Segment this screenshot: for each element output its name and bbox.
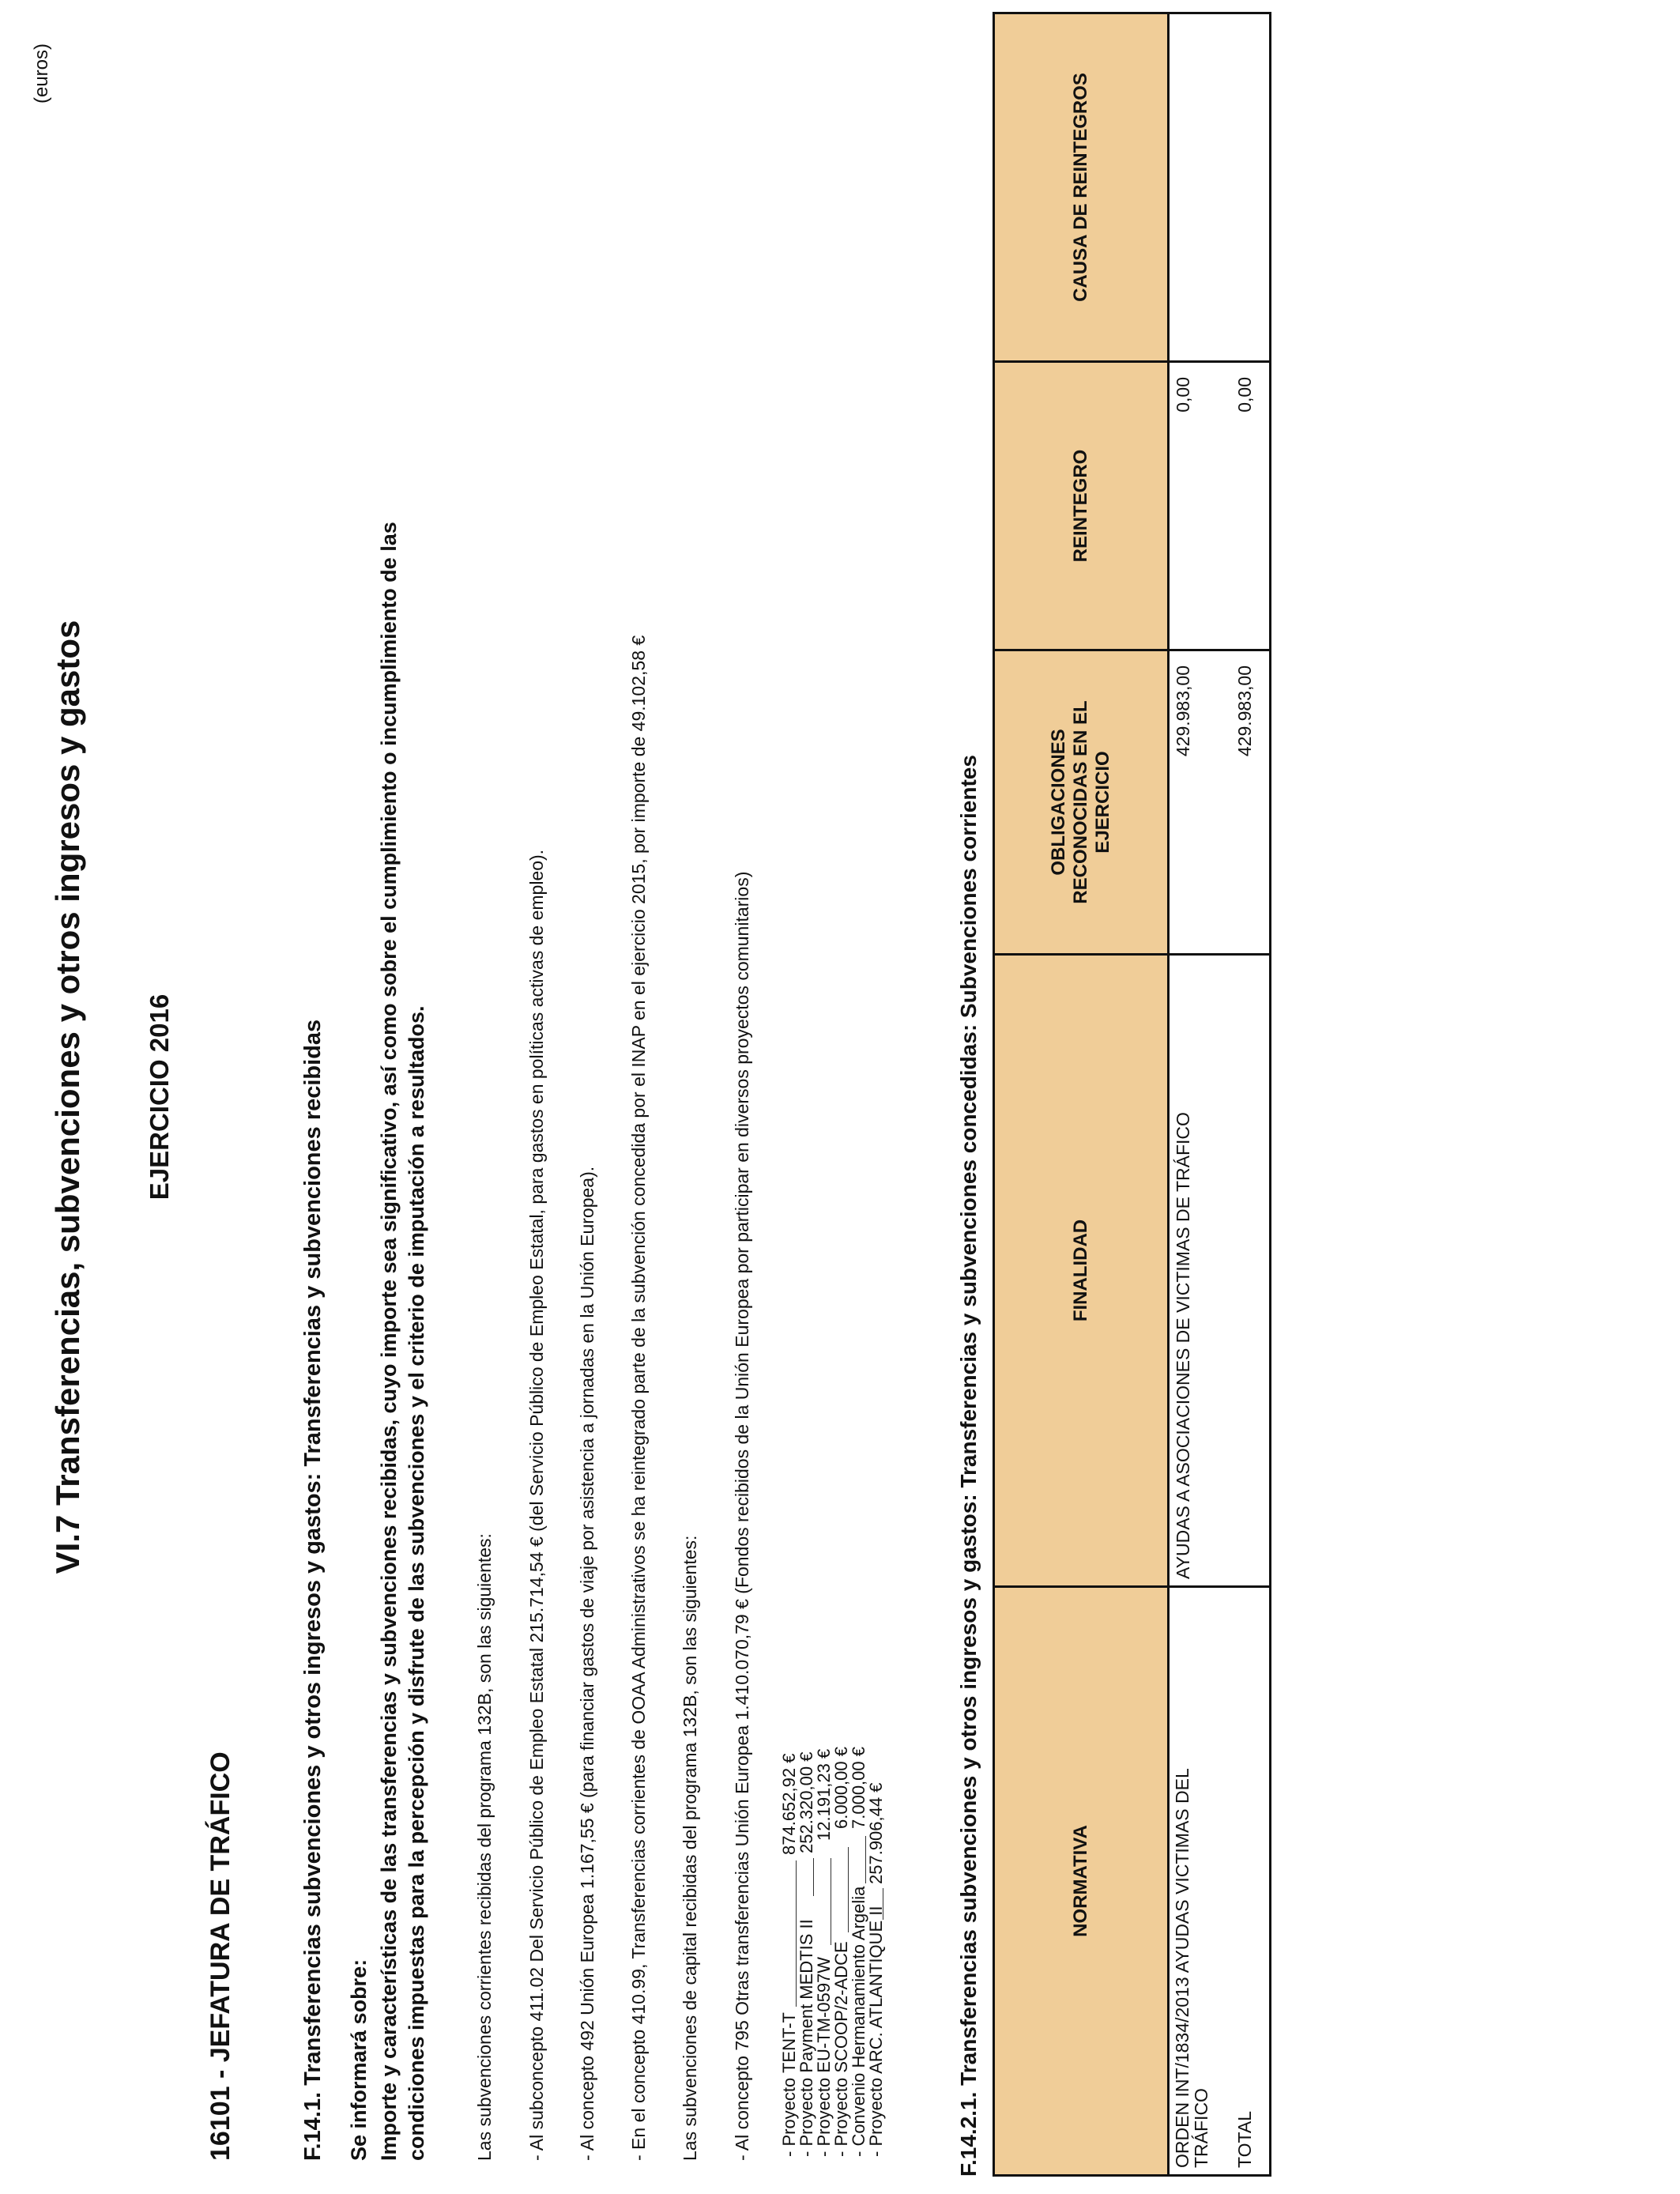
project-name: - Proyecto TENT-T [779,2012,799,2157]
info-label: Se informará sobre: [347,1958,371,2161]
section-received-heading: F.14.1. Transferencias subvenciones y otros ingresos y gastos: Transferencias y subvenciones recibidas [300,1019,326,2161]
normativa-line-2: TRÁFICO [1191,2088,1211,2168]
column-header-causa: CAUSA DE REINTEGROS [994,13,1169,362]
exercise-year: EJERCICIO 2016 [145,993,174,1201]
table-row [1169,13,1232,2176]
project-row [833,1746,850,2157]
cell-reintegro: 0,00 [1169,362,1232,650]
project-name: - Convenio Hermanamiento Argelia [849,1886,868,2157]
project-amount: 874.652,92 € [779,1753,799,1855]
organism-heading: 16101 - JEFATURA DE TRÁFICO [205,1751,235,2161]
cell-obligaciones: 429.983,00 [1169,650,1232,955]
current-item-2: - Al concepto 492 Unión Europea 1.167,55 € (para financiar gastos de viaje por asistencia a jornadas en la Unión Europea). [577,1166,597,2161]
capital-subsidies-intro: Las subvenciones de capital recibidas del programa 132B, son las siguientes: [680,1535,700,2161]
project-name: - Proyecto SCOOP/2-ADCE [831,1941,851,2157]
project-name: - Proyecto ARC. ATLANTIQUE II [866,1906,886,2157]
column-header-normativa: NORMATIVA [994,1587,1169,2176]
leader-line [813,1858,814,1896]
project-amount: 6.000,00 € [831,1747,851,1829]
info-line-2: condiciones impuestas para la percepción y disfrute de las subvenciones y el criterio de imputación a resultados. [405,1005,428,2161]
units-label: (euros) [31,43,52,104]
project-row [850,1746,868,2157]
cell-normativa [1169,1587,1232,2176]
cell-total-reintegro: 0,00 [1231,362,1271,650]
cell-total-causa [1231,13,1271,362]
cell-total-obligaciones: 429.983,00 [1231,650,1271,955]
cell-total-finalidad [1231,955,1271,1587]
normativa-line-1: ORDEN INT/1834/2013 AYUDAS VICTIMAS DEL [1172,1768,1192,2168]
section-granted-heading: F.14.2.1. Transferencias subvenciones y otros ingresos y gastos: Transferencias y subvenciones concedidas: Subvenciones corrientes [956,755,981,2177]
info-line-1: Importe y características de las transferencias y subvenciones recibidas, cuyo importe sea significativo, así como sobre el cumplimiento o incumplimiento de las [377,522,401,2161]
project-amount: 257.906,44 € [866,1782,886,1884]
cell-causa [1169,13,1232,362]
project-row [868,1746,885,2157]
project-row [781,1746,798,2157]
cell-finalidad: AYUDAS A ASOCIACIONES DE VICTIMAS DE TRÁFICO [1169,955,1232,1587]
project-name: - Proyecto EU-TM-0597W [814,1956,834,2157]
project-name: - Proyecto Payment MEDTIS II [797,1919,816,2157]
project-amount: 7.000,00 € [849,1747,868,1829]
column-header-obligaciones: OBLIGACIONES RECONOCIDAS EN EL EJERCICIO [994,650,1169,955]
column-header-finalidad: FINALIDAD [994,955,1169,1587]
capital-item: - Al concepto 795 Otras transferencias Unión Europea 1.410.070,79 € (Fondos recibidos de la Unión Europea por participar en diversos proyectos comunitarios) [732,871,752,2161]
table-total-row [1231,13,1271,2176]
project-amount: 252.320,00 € [797,1751,816,1853]
current-subsidies-intro: Las subvenciones corrientes recibidas del programa 132B, son las siguientes: [474,1533,495,2161]
table-header-row [994,13,1169,2176]
document-title: VI.7 Transferencias, subvenciones y otros ingresos y gastos [49,620,86,1574]
current-item-1: - Al subconcepto 411.02 Del Servicio Público de Empleo Estatal 215.714,54 € (del Servicio Público de Empleo Estatal, para gastos en políticas activas de empleo). [526,849,547,2161]
column-header-reintegro: REINTEGRO [994,362,1169,650]
current-item-3: - En el concepto 410.99, Transferencias corrientes de OOAA Administrativos se ha reintegrado parte de la subvención concedida por el INAP en el ejercicio 2015, por importe de 49.102,58 € [628,635,649,2161]
subsidies-granted-table [993,12,1271,2177]
cell-total-label: TOTAL [1231,1587,1271,2176]
project-amount: 12.191,23 € [814,1748,834,1841]
project-row [816,1746,833,2157]
project-row [798,1746,816,2157]
